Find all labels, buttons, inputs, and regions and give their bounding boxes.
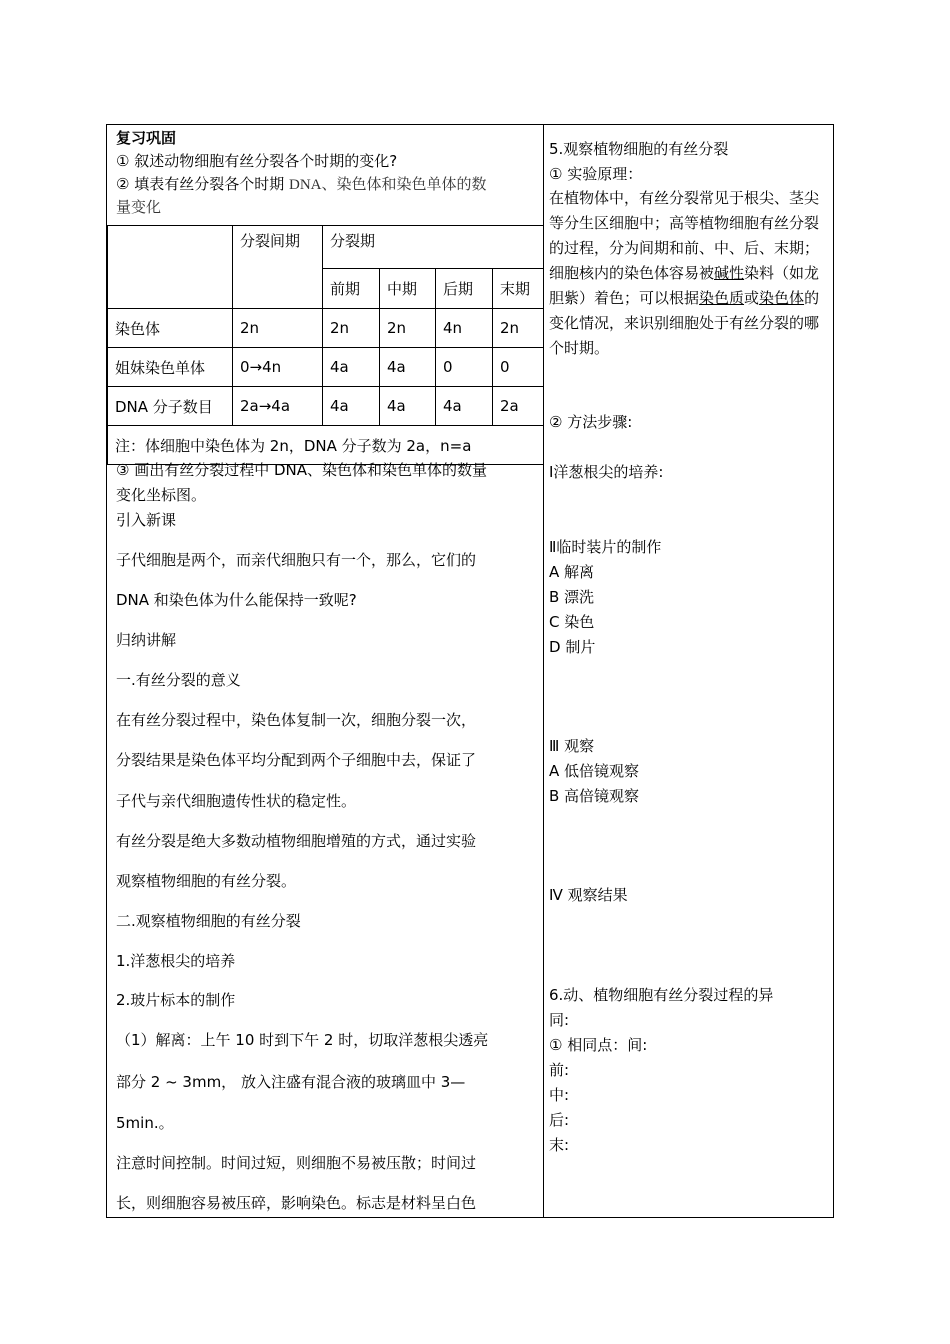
cell: 0	[493, 348, 544, 387]
cell: 2n	[493, 309, 544, 348]
body-line: ③ 画出有丝分裂过程中 DNA、染色体和染色单体的数量	[116, 461, 488, 479]
body-line: 观察植物细胞的有丝分裂。	[116, 872, 297, 890]
cell: 4a	[380, 387, 436, 426]
body-line: 引入新课	[116, 511, 177, 529]
cell: 4a	[323, 387, 380, 426]
cell: 0	[436, 348, 493, 387]
review-question-1: ① 叙述动物细胞有丝分裂各个时期的变化?	[116, 152, 398, 170]
row-label: 姐妹染色单体	[108, 348, 233, 387]
body-line: 2.玻片标本的制作	[116, 991, 236, 1009]
principle-part: 染料（如龙胆紫）着色；可以根据	[549, 264, 820, 307]
body-line: 1.洋葱根尖的培养	[116, 952, 236, 970]
principle-part: 在植物体中，有丝分裂常见于根尖、茎尖等分生区细胞中；高等植物细胞有丝分裂的过程，分为间期和前、中、后、末期；细胞核内的染色体容易被	[549, 189, 820, 282]
table-row	[108, 309, 544, 348]
step-3-item: B 高倍镜观察	[549, 787, 640, 805]
cell: 2a	[493, 387, 544, 426]
review-title: 复习巩固	[116, 129, 177, 147]
phase-line: 末:	[549, 1136, 570, 1154]
principle-underline: 染色体	[759, 289, 805, 307]
body-line: 归纳讲解	[116, 631, 177, 649]
cell: 4a	[436, 387, 493, 426]
step-3-item: A 低倍镜观察	[549, 762, 640, 780]
body-line: 一.有丝分裂的意义	[116, 671, 241, 689]
review-section	[116, 127, 536, 220]
review-question-2	[116, 173, 536, 197]
body-line: 长，则细胞容易被压碎，影响染色。标志是材料呈白色	[116, 1194, 477, 1212]
quantity-table	[107, 225, 544, 465]
row-label: 染色体	[108, 309, 233, 348]
cell: 4a	[380, 348, 436, 387]
step-2-item: B 漂洗	[549, 588, 595, 606]
principle-label: ① 实验原理：	[549, 165, 643, 183]
head-phase: 末期	[493, 269, 544, 309]
table-row	[108, 387, 544, 426]
step-2: Ⅱ临时装片的制作	[549, 538, 662, 556]
compare-title: 6.动、植物细胞有丝分裂过程的异	[549, 986, 774, 1004]
experiment-title: 5.观察植物细胞的有丝分裂	[549, 140, 729, 158]
head-phase: 中期	[380, 269, 436, 309]
body-line: 分裂结果是染色体平均分配到两个子细胞中去，保证了	[116, 751, 477, 769]
review-question-2-lead: ② 填表有丝分裂各个时期	[116, 175, 289, 193]
step-1: Ⅰ洋葱根尖的培养:	[549, 463, 664, 481]
head-division: 分裂期	[323, 226, 544, 269]
phase-line: 中:	[549, 1086, 570, 1104]
step-3: Ⅲ 观察	[549, 737, 595, 755]
body-line: 子代细胞是两个，而亲代细胞只有一个，那么，它们的	[116, 551, 477, 569]
cell: 2n	[323, 309, 380, 348]
phase-line: 前:	[549, 1061, 570, 1079]
body-line: 5min.。	[116, 1114, 174, 1132]
body-line: DNA 和染色体为什么能保持一致呢?	[116, 591, 357, 609]
body-line: 子代与亲代细胞遗传性状的稳定性。	[116, 792, 357, 810]
step-4: Ⅳ 观察结果	[549, 886, 628, 904]
row-label: DNA 分子数目	[108, 387, 233, 426]
review-question-2-end: 量变化	[116, 200, 162, 216]
body-line: 有丝分裂是绝大多数动植物细胞增殖的方式，通过实验	[116, 832, 477, 850]
table-corner	[108, 226, 233, 309]
head-interphase: 分裂间期	[233, 226, 323, 309]
head-phase: 后期	[436, 269, 493, 309]
principle-underline: 碱性	[714, 264, 745, 282]
body-line: 二.观察植物细胞的有丝分裂	[116, 912, 301, 930]
table-note: 注：体细胞中染色体为 2n，DNA 分子数为 2a，n=a	[108, 426, 544, 465]
principle-part: 或	[744, 289, 760, 307]
cell: 4n	[436, 309, 493, 348]
body-line: 变化坐标图。	[116, 486, 207, 504]
head-phase: 前期	[323, 269, 380, 309]
review-question-2-mix: DNA、染色体和染色单体的数	[289, 177, 487, 193]
principle-text	[549, 186, 825, 361]
table-row	[108, 348, 544, 387]
cell: 0→4n	[233, 348, 323, 387]
cell: 2n	[380, 309, 436, 348]
body-line: （1）解离：上午 10 时到下午 2 时，切取洋葱根尖透亮	[116, 1031, 489, 1049]
body-line: 注意时间控制。时间过短，则细胞不易被压散；时间过	[116, 1154, 477, 1172]
step-2-item: C 染色	[549, 613, 595, 631]
body-line: 在有丝分裂过程中，染色体复制一次，细胞分裂一次，	[116, 711, 477, 729]
body-line: 部分 2 ~ 3mm， 放入注盛有混合液的玻璃皿中 3—	[116, 1073, 466, 1091]
cell: 4a	[323, 348, 380, 387]
principle-part: 的变化情况，来识别细胞处于有丝分裂的哪个时期。	[549, 289, 820, 357]
compare-title-cont: 同:	[549, 1011, 570, 1029]
cell: 2n	[233, 309, 323, 348]
step-2-item: A 解离	[549, 563, 595, 581]
method-label: ② 方法步骤:	[549, 413, 633, 431]
cell: 2a→4a	[233, 387, 323, 426]
phase-line: 后:	[549, 1111, 570, 1129]
step-2-item: D 制片	[549, 638, 596, 656]
principle-underline: 染色质	[699, 289, 745, 307]
same-points-label: ① 相同点：间:	[549, 1036, 648, 1054]
